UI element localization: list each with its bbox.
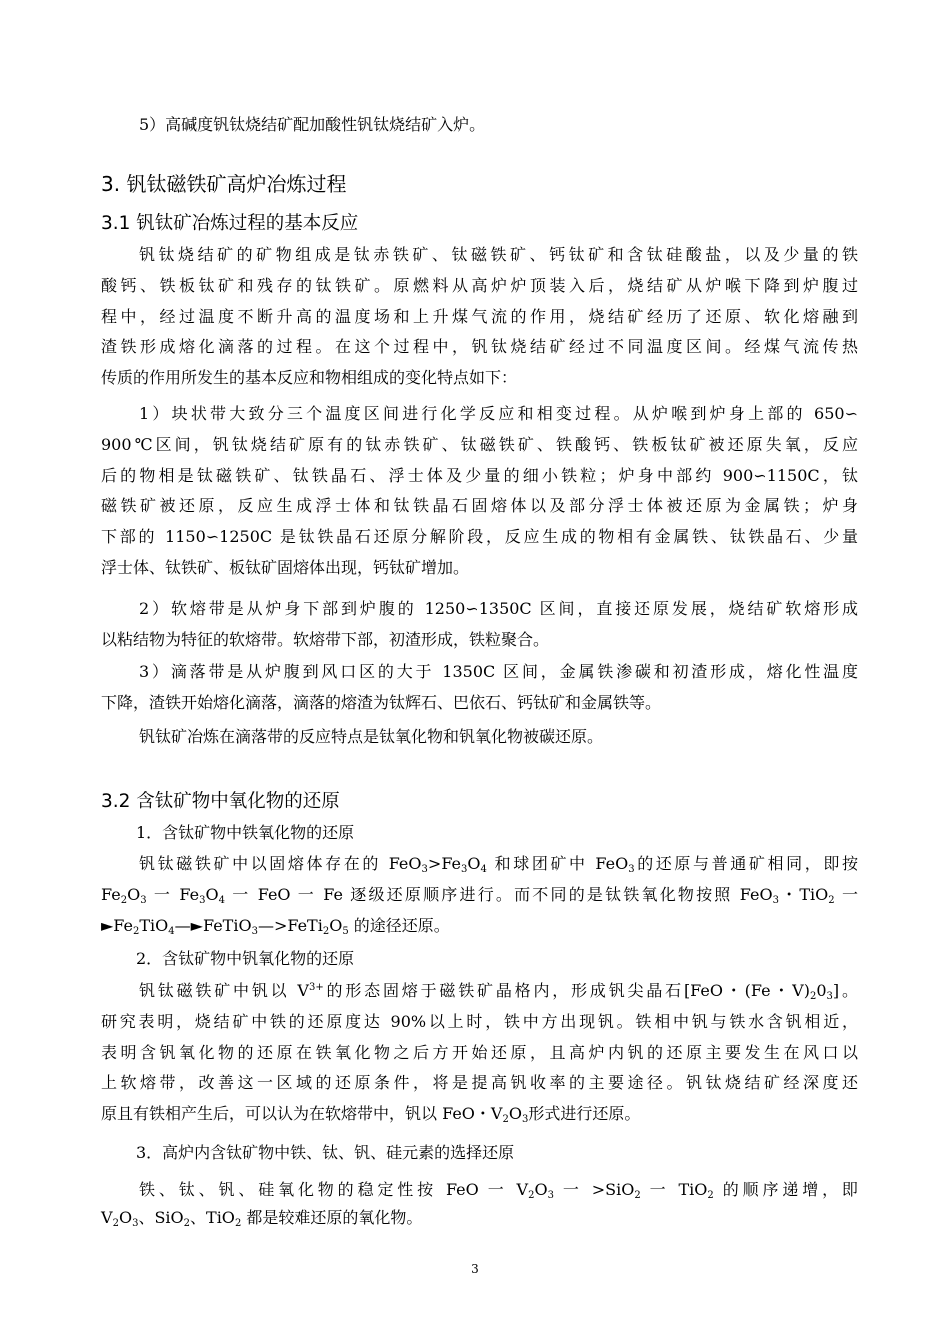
list-item-5: 5）高碱度钒钛烧结矿配加酸性钒钛烧结矿入炉。: [139, 115, 486, 134]
paragraph-dripping-reaction: 钒钛矿冶炼在滴落带的反应特点是钛氧化物和钒氧化物被碳还原。: [139, 727, 604, 746]
paragraph-iron-oxide-reduction: 钒钛磁铁矿中以固熔体存在的 $FeO_3>Fe_3O_4$ 和球团矿中 FeO$_3$的还原与普通矿相同，即按 $Fe_2O_3$ 一 $Fe_3O_4$ 一 FeO 一 Fe 逐级还原顺序进行。而不同的是钛铁氧化物按照 FeO$_3$・TiO$_2$ 一 $►Fe_2TiO_4—►FeTiO_3—>FeTi_2O_5$ 的途径还原。: [101, 854, 858, 937]
paragraph-lump-zone: 1）块状带大致分三个温度区间进行化学反应和相变过程。从炉喉到炉身上部的 650∽ 900℃区间，钒钛烧结矿原有的钛赤铁矿、钛磁铁矿、铁酸钙、铁板钛矿被还原失氧，反应 后的物相是钛磁铁矿、钛铁晶石、浮士体及少量的细小铁粒；炉身中部约 900∽1150C，钛 磁铁矿被还原，反应生成浮士体和钛铁晶石固熔体以及部分浮士体被还原为金属铁；炉身 下部的 1150∽1250C 是钛铁晶石还原分解阶段，反应生成的物相有金属铁、钛铁晶石、少量 浮士体、钛铁矿、板钛矿固熔体出现，钙钛矿增加。: [101, 404, 858, 577]
paragraph-selective-reduction: 铁、钛、钒、硅氧化物的稳定性按 FeO 一 $V_2O_3$ 一 >SiO$_2$ 一 TiO$_2$ 的顺序递增，即 $V_2O_3$、SiO$_2$、TiO$_2$ 都是较难还原的氧化物。: [101, 1180, 858, 1229]
paragraph-dripping-zone: 3）滴落带是从炉腹到风口区的大于 1350C 区间，金属铁渗碳和初渣形成，熔化性温度 下降，渣铁开始熔化滴落，滴落的熔渣为钛辉石、巴依石、钙钛矿和金属铁等。: [101, 662, 858, 712]
section-3-2-heading: 3.2 含钛矿物中氧化物的还原: [101, 791, 340, 812]
section-3-1-heading: 3.1 钒钛矿冶炼过程的基本反应: [101, 213, 359, 234]
subheading-selective-reduction: 3．高炉内含钛矿物中铁、钛、钒、硅元素的选择还原: [136, 1143, 515, 1162]
paragraph-vanadium-oxide-reduction: 钒钛磁铁矿中钒以 $V^{3+}$的形态固熔于磁铁矿晶格内，形成钒尖晶石[FeO・(Fe・$V)_20_3$]。 研究表明，烧结矿中铁的还原度达 90%以上时，铁中方出现钒。铁相中钒与铁水含钒相近， 表明含钒氧化物的还原在铁氧化物之后方开始还原，且高炉内钒的还原主要发生在风口以 上软熔带，改善这一区域的还原条件，将是提高钒收率的主要途径。钒钛烧结矿经深度还 原且有铁相产生后，可以认为在软熔带中，钒以 FeO・$V_2O_3$形式进行还原。: [101, 981, 858, 1126]
subheading-iron-oxide: 1．含钛矿物中铁氧化物的还原: [136, 823, 355, 842]
subheading-vanadium-oxide: 2．含钛矿物中钒氧化物的还原: [136, 949, 355, 968]
paragraph-softening-zone: 2）软熔带是从炉身下部到炉腹的 1250∽1350C 区间，直接还原发展，烧结矿软熔形成 以粘结物为特征的软熔带。软熔带下部，初渣形成，铁粒聚合。: [101, 599, 858, 649]
page-number: 3: [471, 1262, 479, 1276]
paragraph-mineral-composition: 钒钛烧结矿的矿物组成是钛赤铁矿、钛磁铁矿、钙钛矿和含钛硅酸盐，以及少量的铁 酸钙、铁板钛矿和残存的钛铁矿。原燃料从高炉炉顶装入后，烧结矿从炉喉下降到炉腹过 程中，经过温度不断升高的温度场和上升煤气流的作用，烧结矿经历了还原、软化熔融到 渣铁形成熔化滴落的过程。在这个过程中，钒钛烧结矿经过不同温度区间。经煤气流传热 传质的作用所发生的基本反应和物相组成的变化特点如下：: [101, 245, 858, 388]
section-3-heading: 3. 钒钛磁铁矿高炉冶炼过程: [101, 172, 347, 196]
